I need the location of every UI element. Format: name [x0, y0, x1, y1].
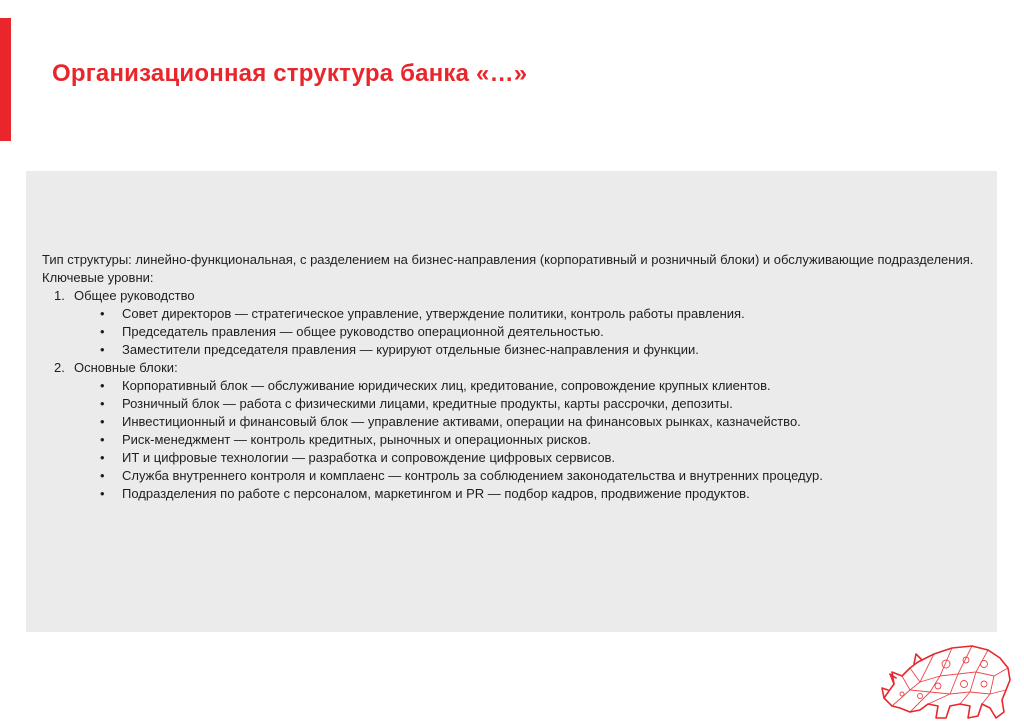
rhinoceros-logo-icon	[880, 632, 1014, 720]
list-item: • Корпоративный блок — обслуживание юридических лиц, кредитование, сопровождение крупных клиентов.	[42, 377, 983, 395]
list-item: • Совет директоров — стратегическое управление, утверждение политики, контроль работы правления.	[42, 305, 983, 323]
level-title: Общее руководство	[74, 288, 195, 303]
list-item: • Инвестиционный и финансовый блок — управление активами, операции на финансовых рынках, казначейство.	[42, 413, 983, 431]
list-item: • Служба внутреннего контроля и комплаенс — контроль за соблюдением законодательства и внутренних процедур.	[42, 467, 983, 485]
content-text	[42, 251, 983, 503]
list-item: • ИТ и цифровые технологии — разработка и сопровождение цифровых сервисов.	[42, 449, 983, 467]
level-item	[42, 287, 983, 359]
accent-bar	[0, 18, 11, 141]
slide-title: Организационная структура банка «…»	[52, 60, 528, 87]
level-number: 2.	[54, 360, 65, 375]
list-item: • Заместители председателя правления — курируют отдельные бизнес-направления и функции.	[42, 341, 983, 359]
list-item: • Розничный блок — работа с физическими лицами, кредитные продукты, карты рассрочки, депозиты.	[42, 395, 983, 413]
list-item: • Риск-менеджмент — контроль кредитных, рыночных и операционных рисков.	[42, 431, 983, 449]
list-item: • Председатель правления — общее руководство операционной деятельностью.	[42, 323, 983, 341]
level-bullets	[42, 305, 983, 359]
levels-heading: Ключевые уровни:	[42, 270, 154, 285]
level-number: 1.	[54, 288, 65, 303]
levels-list	[42, 287, 983, 503]
content-panel	[26, 171, 997, 632]
level-title: Основные блоки:	[74, 360, 178, 375]
structure-type-text: Тип структуры: линейно-функциональная, с разделением на бизнес-направления (корпоративный и розничный блоки) и обслуживающие подразделения.	[42, 252, 974, 267]
list-item: • Подразделения по работе с персоналом, маркетингом и PR — подбор кадров, продвижение продуктов.	[42, 485, 983, 503]
level-item	[42, 359, 983, 503]
level-bullets	[42, 377, 983, 503]
